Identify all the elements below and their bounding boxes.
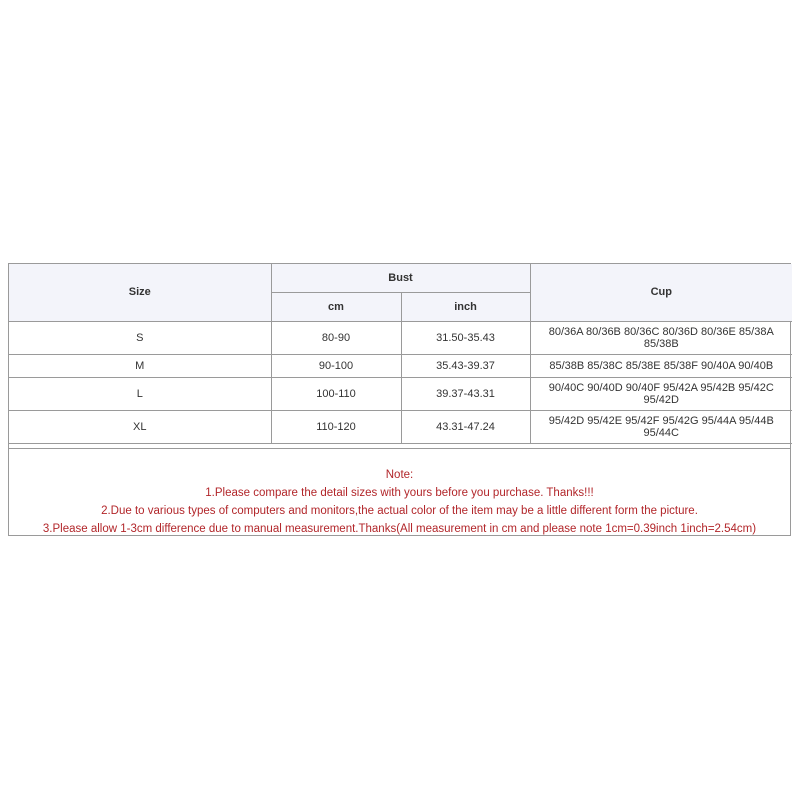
note-line-1: 1.Please compare the detail sizes with yours before you purchase. Thanks!!! xyxy=(205,487,594,499)
cell-inch: 35.43-39.37 xyxy=(401,354,530,377)
header-size: Size xyxy=(9,264,271,321)
cell-cm: 100-110 xyxy=(271,377,401,410)
cell-size: L xyxy=(9,377,271,410)
cell-inch: 39.37-43.31 xyxy=(401,377,530,410)
header-inch: inch xyxy=(401,292,530,321)
note-line-3: 3.Please allow 1-3cm difference due to manual measurement.Thanks(All measurement in cm and please note 1cm=0.39inch 1inch=2.54cm) xyxy=(42,523,757,535)
cell-cup: 90/40C 90/40D 90/40F 95/42A 95/42B 95/42C 95/42D xyxy=(530,377,792,410)
header-cm: cm xyxy=(271,292,401,321)
cell-cm: 90-100 xyxy=(271,354,401,377)
header-cup: Cup xyxy=(530,264,792,321)
cell-cup: 80/36A 80/36B 80/36C 80/36D 80/36E 85/38A 85/38B xyxy=(530,321,792,354)
note-title: Note: xyxy=(385,469,414,481)
table-row xyxy=(9,410,792,443)
cell-size: XL xyxy=(9,410,271,443)
table-row xyxy=(9,354,792,377)
table-row xyxy=(9,321,792,354)
size-chart xyxy=(8,263,791,536)
cell-inch: 43.31-47.24 xyxy=(401,410,530,443)
notes-section xyxy=(9,448,790,535)
size-table xyxy=(9,264,792,444)
cell-size: S xyxy=(9,321,271,354)
cell-inch: 31.50-35.43 xyxy=(401,321,530,354)
header-bust: Bust xyxy=(271,264,530,292)
note-line-2: 2.Due to various types of computers and monitors,the actual color of the item may be a little different form the picture. xyxy=(101,505,698,517)
cell-cm: 80-90 xyxy=(271,321,401,354)
table-row xyxy=(9,377,792,410)
cell-cup: 85/38B 85/38C 85/38E 85/38F 90/40A 90/40B xyxy=(530,354,792,377)
cell-cup: 95/42D 95/42E 95/42F 95/42G 95/44A 95/44B 95/44C xyxy=(530,410,792,443)
cell-cm: 110-120 xyxy=(271,410,401,443)
cell-size: M xyxy=(9,354,271,377)
